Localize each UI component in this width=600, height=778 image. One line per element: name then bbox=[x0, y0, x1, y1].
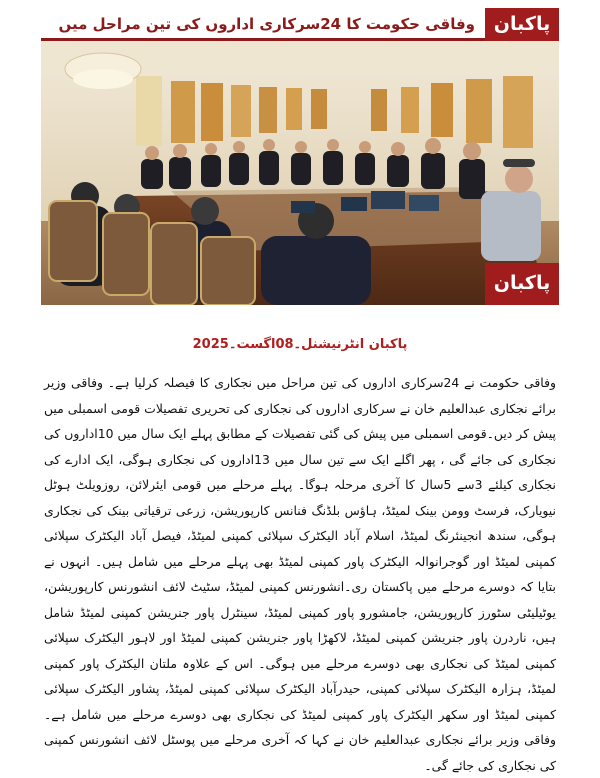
article-body: وفاقی حکومت نے 24سرکاری اداروں کی تین مراحل میں نجکاری کا فیصلہ کرلیا ہے۔ وفاقی وزیر برائے نجکاری عبدالعلیم خان نے سرکاری اداروں کی نجکاری کی تحریری تفصیلات قومی اسمبلی میں پیش کر دیں۔قومی اسمبلی میں پیش کی گئی تفصیلات کے مطابق پہلے ایک سال میں 10اداروں کی نجکاری کی جائے گی ، پھر اگلے ایک سے تین سال میں 13اداروں کی نجکاری ہوگی، ایک ادارے کی نجکاری کیلئے 3سے 5سال کا آخری مرحلہ ہوگا۔ پہلے مرحلے میں قومی ایئرلائن، روزویلٹ ہوٹل نیویارک، فرسٹ وومن بینک لمیٹڈ، ہاؤس بلڈنگ فنانس کارپوریشن، زرعی ترقیاتی بینک کی نجکاری ہوگی، سندھ انجینئرنگ لمیٹڈ، اسلام آباد الیکٹرک سپلائی کمپنی لمیٹڈ، فیصل آباد الیکٹرک سپلائی کمپنی لمیٹڈ اور گوجرانوالہ الیکٹرک پاور کمپنی لمیٹڈ بھی پہلے مرحلے میں شامل ہیں۔ انہوں نے بتایا کہ دوسرے مرحلے میں پاکستان ری۔انشورنس کمپنی لمیٹڈ، سٹیٹ لائف انشورنس کارپوریشن، یوٹیلیٹی سٹورز کارپوریشن، جامشورو پاور کمپنی لمیٹڈ، سینٹرل پاور جنریشن کمپنی لمیٹڈ شامل ہیں، ناردرن پاور جنریشن کمپنی لمیٹڈ، لاکھڑا پاور جنریشن کمپنی لمیٹڈ اور لاہور الیکٹرک سپلائی کمپنی لمیٹڈ کی نجکاری بھی دوسرے مرحلے میں ہوگی۔ اس کے علاوہ ملتان الیکٹرک پاور کمپنی لمیٹڈ، ہزارہ الیکٹرک سپلائی کمپنی، حیدرآباد الیکٹرک سپلائی کمپنی لمیٹڈ، پشاور الیکٹرک سپلائی کمپنی لمیٹڈ اور سکھر الیکٹرک پاور کمپنی لمیٹڈ کی نجکاری بھی دوسرے مرحلے میں شامل ہے۔ وفاقی وزیر برائے نجکاری عبدالعلیم خان نے کہا کہ آخری مرحلے میں پوسٹل لائف انشورنس کمپنی کی نجکاری کی جائے گی۔ bbox=[44, 375, 557, 773]
brand-logo-photo: پاکبان bbox=[485, 263, 559, 305]
meeting-room-illustration bbox=[41, 41, 559, 305]
headline-bar bbox=[41, 8, 559, 41]
chandelier bbox=[65, 53, 141, 89]
meeting-photo bbox=[41, 41, 559, 305]
brand-logo-top: پاکبان bbox=[485, 8, 559, 41]
dateline: پاکبان انٹرنیشنل۔08اگست۔2025 bbox=[192, 337, 408, 352]
headline-title: وفاقی حکومت کا 24سرکاری اداروں کی تین مراحل میں bbox=[41, 8, 485, 41]
